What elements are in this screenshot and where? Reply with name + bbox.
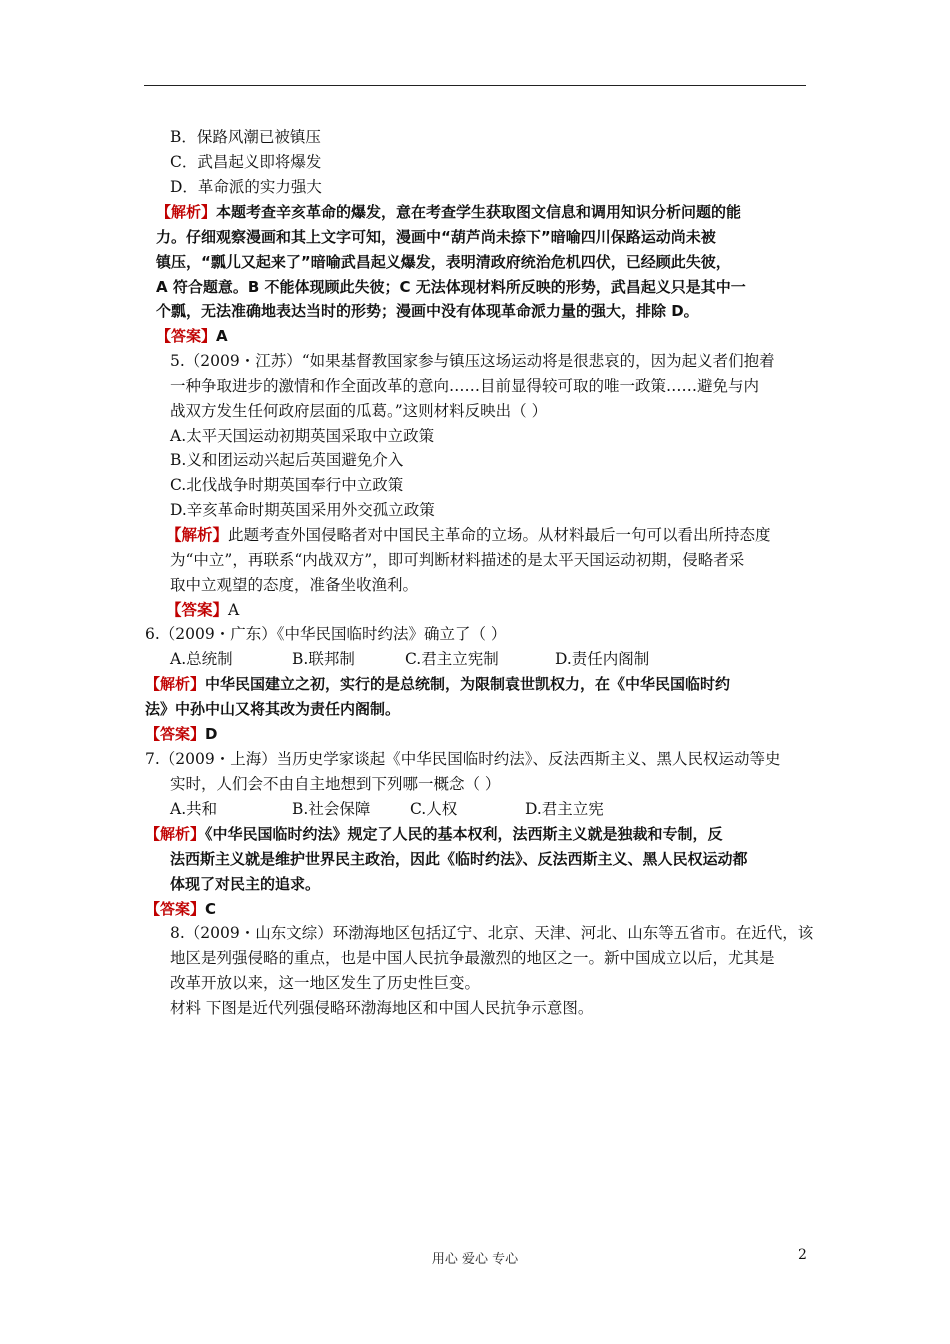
q4-analysis-line-5: 个瓢，无法准确地表达当时的形势；漫画中没有体现革命派力量的强大，排除 D。 xyxy=(156,302,699,320)
q7-stem-line-2: 实时，人们会不由自主地想到下列哪一概念（ ） xyxy=(170,775,501,793)
q7-answer: 【答案】C xyxy=(145,900,217,918)
q5-analysis-line-3: 取中立观望的态度，准备坐收渔利。 xyxy=(170,576,419,594)
answer-tag: 【答案】 xyxy=(145,900,206,918)
q4-analysis-line-4: A 符合题意。B 不能体现顾此失彼；C 无法体现材料所反映的形势，武昌起义只是其中一 xyxy=(156,278,746,296)
q4-analysis-line-2: 力。仔细观察漫画和其上文字可知，漫画中“葫芦尚未捺下”暗喻四川保路运动尚未被 xyxy=(156,228,716,246)
answer-tag: 【答案】 xyxy=(145,725,206,743)
q7-analysis-line-1: 【解析】《中华民国临时约法》规定了人民的基本权利，法西斯主义就是独裁和专制，反 xyxy=(145,825,723,843)
q8-material-line: 材料 下图是近代列强侵略环渤海地区和中国人民抗争示意图。 xyxy=(170,999,594,1017)
q7-option-d: D.君主立宪 xyxy=(525,800,604,818)
q5-stem-line-3: 战双方发生任何政府层面的瓜葛。”这则材料反映出（ ） xyxy=(170,402,548,420)
analysis-tag: 【解析】 xyxy=(156,203,217,221)
page-number: 2 xyxy=(798,1247,807,1263)
analysis-tag: 【解析】 xyxy=(166,526,229,544)
q7-option-a: A.共和 xyxy=(170,800,218,818)
q8-stem-line-3: 改革开放以来，这一地区发生了历史性巨变。 xyxy=(170,974,481,992)
q7-analysis-line-3: 体现了对民主的追求。 xyxy=(170,875,321,893)
q5-analysis-line-1: 【解析】此题考查外国侵略者对中国民主革命的立场。从材料最后一句可以看出所持态度 xyxy=(166,526,771,544)
q5-analysis-line-2: 为“中立”，再联系“内战双方”，即可判断材料描述的是太平天国运动初期，侵略者采 xyxy=(170,551,745,569)
q5-option-d: D.辛亥革命时期英国采用外交孤立政策 xyxy=(170,501,435,519)
q5-option-a: A.太平天国运动初期英国采取中立政策 xyxy=(170,427,435,445)
q8-stem-line-1: 8.（2009・山东文综）环渤海地区包括辽宁、北京、天津、河北、山东等五省市。在近代，该 xyxy=(170,924,814,942)
q6-option-b: B.联邦制 xyxy=(292,650,355,668)
q7-option-b: B.社会保障 xyxy=(292,800,371,818)
q6-option-a: A.总统制 xyxy=(170,650,233,668)
q5-stem-line-1: 5.（2009・江苏）“如果基督教国家参与镇压这场运动将是很悲哀的，因为起义者们抱着 xyxy=(170,352,775,370)
answer-tag: 【答案】 xyxy=(166,601,229,619)
q6-answer: 【答案】D xyxy=(145,725,218,743)
analysis-tag: 【解析】 xyxy=(145,825,206,843)
q8-stem-line-2: 地区是列强侵略的重点，也是中国人民抗争最激烈的地区之一。新中国成立以后，尤其是 xyxy=(170,949,775,967)
q4-answer: 【答案】A xyxy=(156,327,228,345)
q6-analysis-line-1: 【解析】中华民国建立之初，实行的是总统制，为限制袁世凯权力，在《中华民国临时约 xyxy=(145,675,731,693)
analysis-tag: 【解析】 xyxy=(145,675,206,693)
header-rule xyxy=(144,85,806,86)
q4-option-c: C．武昌起义即将爆发 xyxy=(170,153,322,171)
q7-analysis-line-2: 法西斯主义就是维护世界民主政治，因此《临时约法》、反法西斯主义、黑人民权运动都 xyxy=(170,850,748,868)
q4-analysis-line-1: 【解析】本题考查辛亥革命的爆发，意在考查学生获取图文信息和调用知识分析问题的能 xyxy=(156,203,742,221)
q5-stem-line-2: 一种争取进步的激情和作全面改革的意向……目前显得较可取的唯一政策……避免与内 xyxy=(170,377,760,395)
q6-option-c: C.君主立宪制 xyxy=(405,650,499,668)
q6-option-d: D.责任内阁制 xyxy=(555,650,650,668)
q6-analysis-line-2: 法》中孙中山又将其改为责任内阁制。 xyxy=(145,700,401,718)
page-footer: 用心 爱心 专心 xyxy=(431,1252,519,1267)
q4-analysis-line-3: 镇压，“瓢儿又起来了”暗喻武昌起义爆发，表明清政府统治危机四伏，已经顾此失彼， xyxy=(156,253,731,271)
q5-answer: 【答案】A xyxy=(166,601,240,619)
answer-tag: 【答案】 xyxy=(156,327,217,345)
q7-stem-line-1: 7.（2009・上海）当历史学家谈起《中华民国临时约法》、反法西斯主义、黑人民权运动等史 xyxy=(145,750,781,768)
q4-option-b: B．保路风潮已被镇压 xyxy=(170,128,321,146)
q5-option-c: C.北伐战争时期英国奉行中立政策 xyxy=(170,476,404,494)
q5-option-b: B.义和团运动兴起后英国避免介入 xyxy=(170,451,404,469)
q7-option-c: C.人权 xyxy=(410,800,458,818)
q6-stem: 6.（2009・广东）《中华民国临时约法》确立了（ ） xyxy=(145,625,507,643)
q4-option-d: D．革命派的实力强大 xyxy=(170,178,322,196)
